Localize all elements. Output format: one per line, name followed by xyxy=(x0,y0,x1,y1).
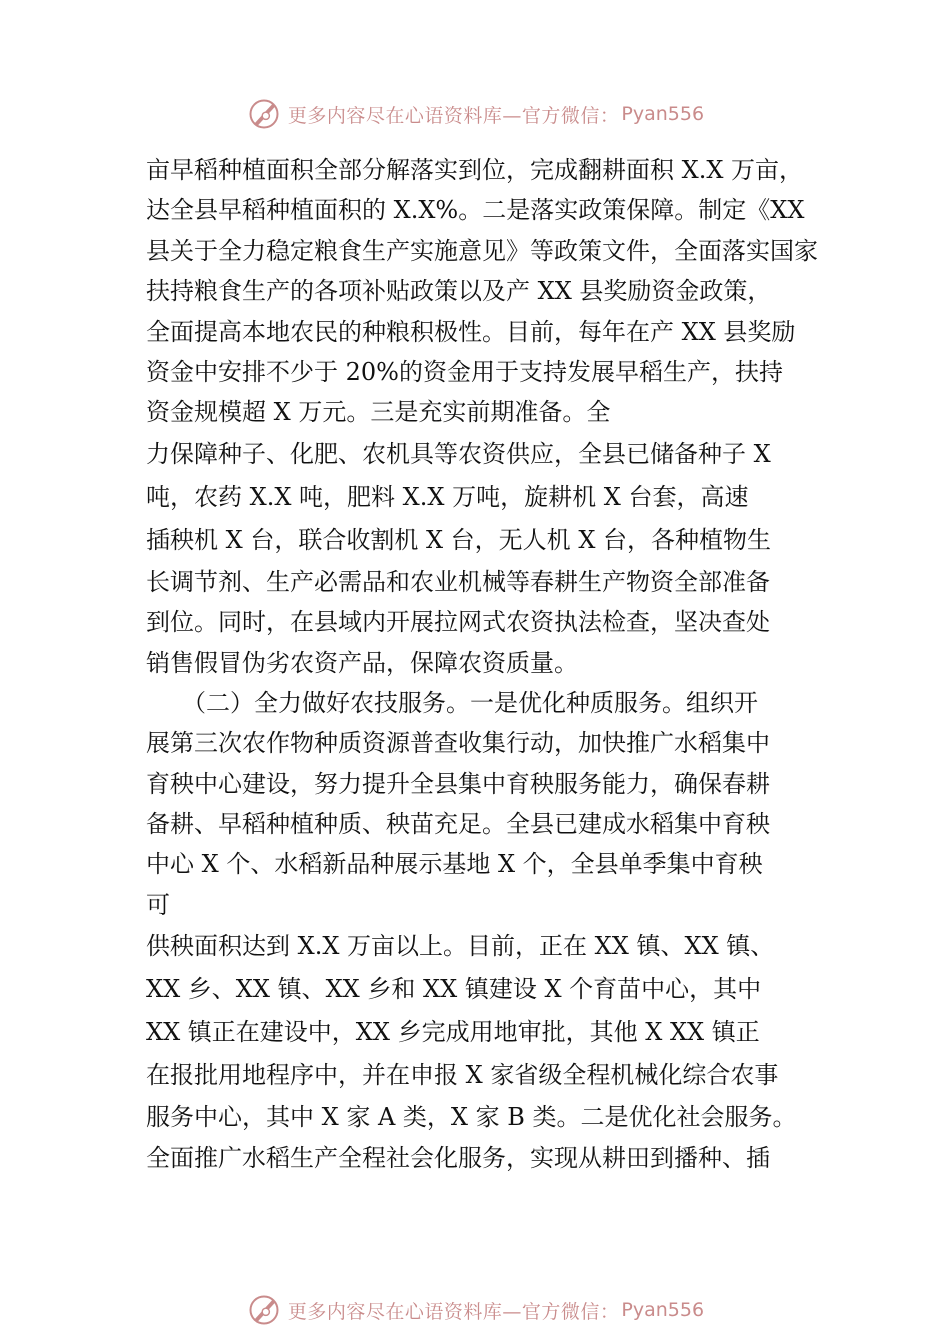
text-line: 备耕、早稻种植种质、秧苗充足。全县已建成水稻集中育秧 xyxy=(146,810,770,839)
pen-seal-logo-icon xyxy=(246,1292,282,1328)
text-line: 服务中心，其中 X 家 A 类，X 家 B 类。二是优化社会服务。 xyxy=(146,1103,797,1132)
page-footer-watermark xyxy=(0,1290,950,1330)
text-line: 可 xyxy=(146,890,170,919)
pen-seal-logo-icon xyxy=(246,96,282,132)
header-brand-text: 更多内容尽在心语资料库—官方微信： xyxy=(287,104,620,127)
text-line: 插秧机 X 台，联合收割机 X 台，无人机 X 台，各种植物生 xyxy=(146,525,772,554)
text-line: 到位。同时，在县域内开展拉网式农资执法检查，坚决查处 xyxy=(146,608,770,637)
text-line: 中心 X 个、水稻新品种展示基地 X 个，全县单季集中育秧 xyxy=(146,850,763,879)
text-line: 展第三次农作物种质资源普查收集行动，加快推广水稻集中 xyxy=(146,729,770,758)
text-line: 销售假冒伪劣农资产品，保障农资质量。 xyxy=(146,648,578,677)
text-line: XX 乡、XX 镇、XX 乡和 XX 镇建设 X 个育苗中心，其中 xyxy=(146,975,762,1004)
text-line: 吨，农药 X.X 吨，肥料 X.X 万吨，旋耕机 X 台套，高速 xyxy=(146,482,749,511)
footer-wechat-id: Pyan556 xyxy=(621,1299,705,1321)
text-line: 力保障种子、化肥、农机具等农资供应，全县已储备种子 X xyxy=(146,439,771,468)
text-line: 供秧面积达到 X.X 万亩以上。目前，正在 XX 镇、XX 镇、 xyxy=(146,932,775,961)
text-line: 资金中安排不少于 20%的资金用于支持发展早稻生产，扶持 xyxy=(146,357,783,386)
text-line: 在报批用地程序中，并在申报 X 家省级全程机械化综合农事 xyxy=(146,1061,779,1090)
text-line: 育秧中心建设，努力提升全县集中育秧服务能力，确保春耕 xyxy=(146,769,770,798)
document-body xyxy=(146,150,836,1178)
header-wechat-id: Pyan556 xyxy=(621,103,705,125)
text-line: 亩早稻种植面积全部分解落实到位，完成翻耕面积 X.X 万亩， xyxy=(146,156,804,184)
text-line: 长调节剂、生产必需品和农业机械等春耕生产物资全部准备 xyxy=(146,567,770,596)
text-line: 资金规模超 X 万元。三是充实前期准备。全 xyxy=(146,398,611,427)
text-line: 全面推广水稻生产全程社会化服务，实现从耕田到播种、插 xyxy=(146,1143,770,1172)
text-line: （二）全力做好农技服务。一是优化种质服务。组织开 xyxy=(146,688,758,717)
text-line: XX 镇正在建设中，XX 乡完成用地审批，其他 X XX 镇正 xyxy=(146,1018,760,1047)
text-line: 达全县早稻种植面积的 X.X%。二是落实政策保障。制定《XX xyxy=(146,196,805,225)
text-line: 县关于全力稳定粮食生产实施意见》等政策文件，全面落实国家 xyxy=(146,236,818,265)
footer-brand-text: 更多内容尽在心语资料库—官方微信： xyxy=(287,1300,620,1323)
text-line: 扶持粮食生产的各项补贴政策以及产 XX 县奖励资金政策， xyxy=(146,277,772,306)
page-header-watermark xyxy=(0,94,950,134)
text-line: 全面提高本地农民的种粮积极性。目前，每年在产 XX 县奖励 xyxy=(146,317,796,346)
